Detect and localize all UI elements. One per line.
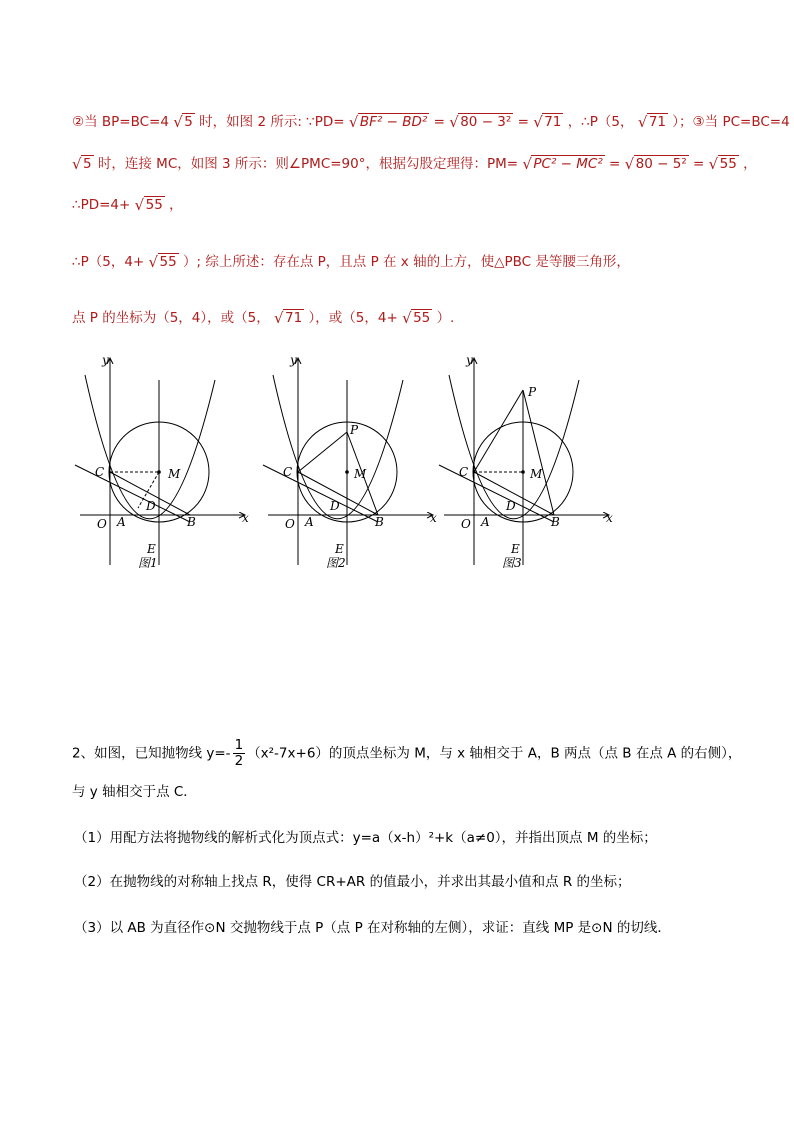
fig2-label-c: C: [283, 465, 293, 479]
sqrt-value: 55: [413, 310, 431, 326]
text: =: [609, 156, 621, 172]
figure-2: [263, 353, 437, 570]
text: ②当 BP=BC=4: [72, 114, 169, 130]
text: =: [693, 156, 705, 172]
text: ，∴P（5，: [567, 114, 634, 130]
sqrt: [173, 114, 195, 130]
fig1-label-d: D: [146, 499, 156, 513]
problem2-question-2: （2）在抛物线的对称轴上找点 R，使得 CR+AR 的值最小，并求出其最小值和点 R 的坐标；: [74, 874, 631, 890]
text: ∴P（5，4+: [72, 254, 145, 270]
solution-line-3: [72, 193, 183, 213]
sqrt-value: 80 − 5²: [635, 156, 687, 172]
fig3-label-d: D: [506, 499, 516, 513]
fig1-label-x: x: [242, 511, 249, 525]
sqrt: [638, 114, 668, 130]
fig3-label-e: E: [511, 542, 520, 556]
fig3-label-a: A: [481, 515, 490, 529]
problem2-intro: [72, 738, 741, 769]
sqrt-value: 55: [719, 156, 737, 172]
fig3-label-o: O: [461, 517, 471, 531]
sqrt: [72, 156, 94, 172]
text: ），或（5，4+: [308, 310, 398, 326]
fraction-denominator: 2: [234, 753, 244, 769]
text: ∴PD=4+: [72, 197, 131, 213]
text: 时，如图 2 所示: ∵PD=: [199, 114, 345, 130]
sqrt-value: 55: [159, 254, 177, 270]
fig2-label-e: E: [335, 542, 344, 556]
problem2-question-1: （1）用配方法将抛物线的解析式化为顶点式：y=a（x-h）²+k（a≠0），并指出顶点 M 的坐标；: [74, 830, 657, 846]
sqrt-value: BF² − BD²: [359, 114, 428, 130]
fig3-label-p: P: [528, 385, 537, 399]
sqrt: [533, 114, 563, 130]
sqrt: [349, 114, 429, 130]
text: ）；③当 PC=BC=4: [672, 114, 790, 130]
fig1-label-c: C: [95, 465, 105, 479]
text: 时，连接 MC，如图 3 所示：则∠PMC=90°，根据勾股定理得：PM=: [97, 156, 519, 172]
sqrt: [709, 156, 739, 172]
sqrt: [402, 310, 432, 326]
solution-line-2: [72, 152, 757, 172]
sqrt-value: 5: [83, 156, 92, 172]
fig3-caption: 图3: [502, 556, 522, 570]
solution-line-5: [72, 306, 454, 326]
fig2-label-m: M: [354, 467, 367, 481]
sqrt-value: 71: [285, 310, 303, 326]
fig1-label-e: E: [147, 542, 156, 556]
sqrt-value: 55: [145, 197, 163, 213]
fig3-label-y: y: [466, 353, 473, 367]
fig1-label-m: M: [168, 467, 181, 481]
fig3-label-m: M: [530, 467, 543, 481]
fig2-label-p: P: [350, 423, 359, 437]
fig2-label-d: D: [330, 499, 340, 513]
figure-3: [439, 353, 613, 570]
text: ）; 综上所述：存在点 P，且点 P 在 x 轴的上方，使△PBC 是等腰三角形，: [183, 254, 630, 270]
text: ，: [169, 197, 183, 213]
text: =: [433, 114, 445, 130]
fig2-label-o: O: [285, 517, 295, 531]
fig3-label-c: C: [459, 465, 469, 479]
solution-line-4: [72, 250, 630, 270]
text: 点 P 的坐标为（5，4），或（5，: [72, 310, 270, 326]
problem2-intro-cont: 与 y 轴相交于点 C．: [72, 784, 197, 800]
figure-1: [75, 353, 249, 570]
fig3-label-b: B: [551, 515, 560, 529]
sqrt: [625, 156, 689, 172]
sqrt: [522, 156, 604, 172]
sqrt-value: 80 − 3²: [460, 114, 512, 130]
text: ）.: [436, 310, 455, 326]
fig1-label-o: O: [97, 517, 107, 531]
figures: [70, 350, 630, 584]
solution-line-1: [72, 110, 790, 130]
sqrt-value: 5: [184, 114, 193, 130]
fig2-label-b: B: [375, 515, 384, 529]
sqrt: [149, 254, 179, 270]
text: ，: [743, 156, 757, 172]
fig2-label-y: y: [290, 353, 297, 367]
sqrt-value: 71: [544, 114, 562, 130]
sqrt: [274, 310, 304, 326]
sqrt-value: PC² − MC²: [533, 156, 603, 172]
fig2-label-x: x: [430, 511, 437, 525]
text: =: [517, 114, 529, 130]
sqrt: [135, 197, 165, 213]
fig1-caption: 图1: [138, 556, 158, 570]
fig2-label-a: A: [305, 515, 314, 529]
fig1-label-b: B: [187, 515, 196, 529]
fig1-label-y: y: [102, 353, 109, 367]
geometry-figures: [70, 350, 630, 580]
fraction-numerator: 1: [234, 737, 244, 753]
fig3-label-x: x: [606, 511, 613, 525]
problem2-question-3: （3）以 AB 为直径作⊙N 交抛物线于点 P（点 P 在对称轴的左侧），求证：直线 MP 是⊙N 的切线．: [74, 920, 671, 936]
fig2-caption: 图2: [326, 556, 346, 570]
text: 2、如图，已知抛物线 y=-: [72, 745, 231, 762]
fig1-label-a: A: [117, 515, 126, 529]
sqrt-value: 71: [648, 114, 666, 130]
fraction: [233, 738, 246, 769]
text: （x²-7x+6）的顶点坐标为 M，与 x 轴相交于 A，B 两点（点 B 在点 A 的右侧），: [247, 745, 742, 762]
sqrt: [449, 114, 513, 130]
